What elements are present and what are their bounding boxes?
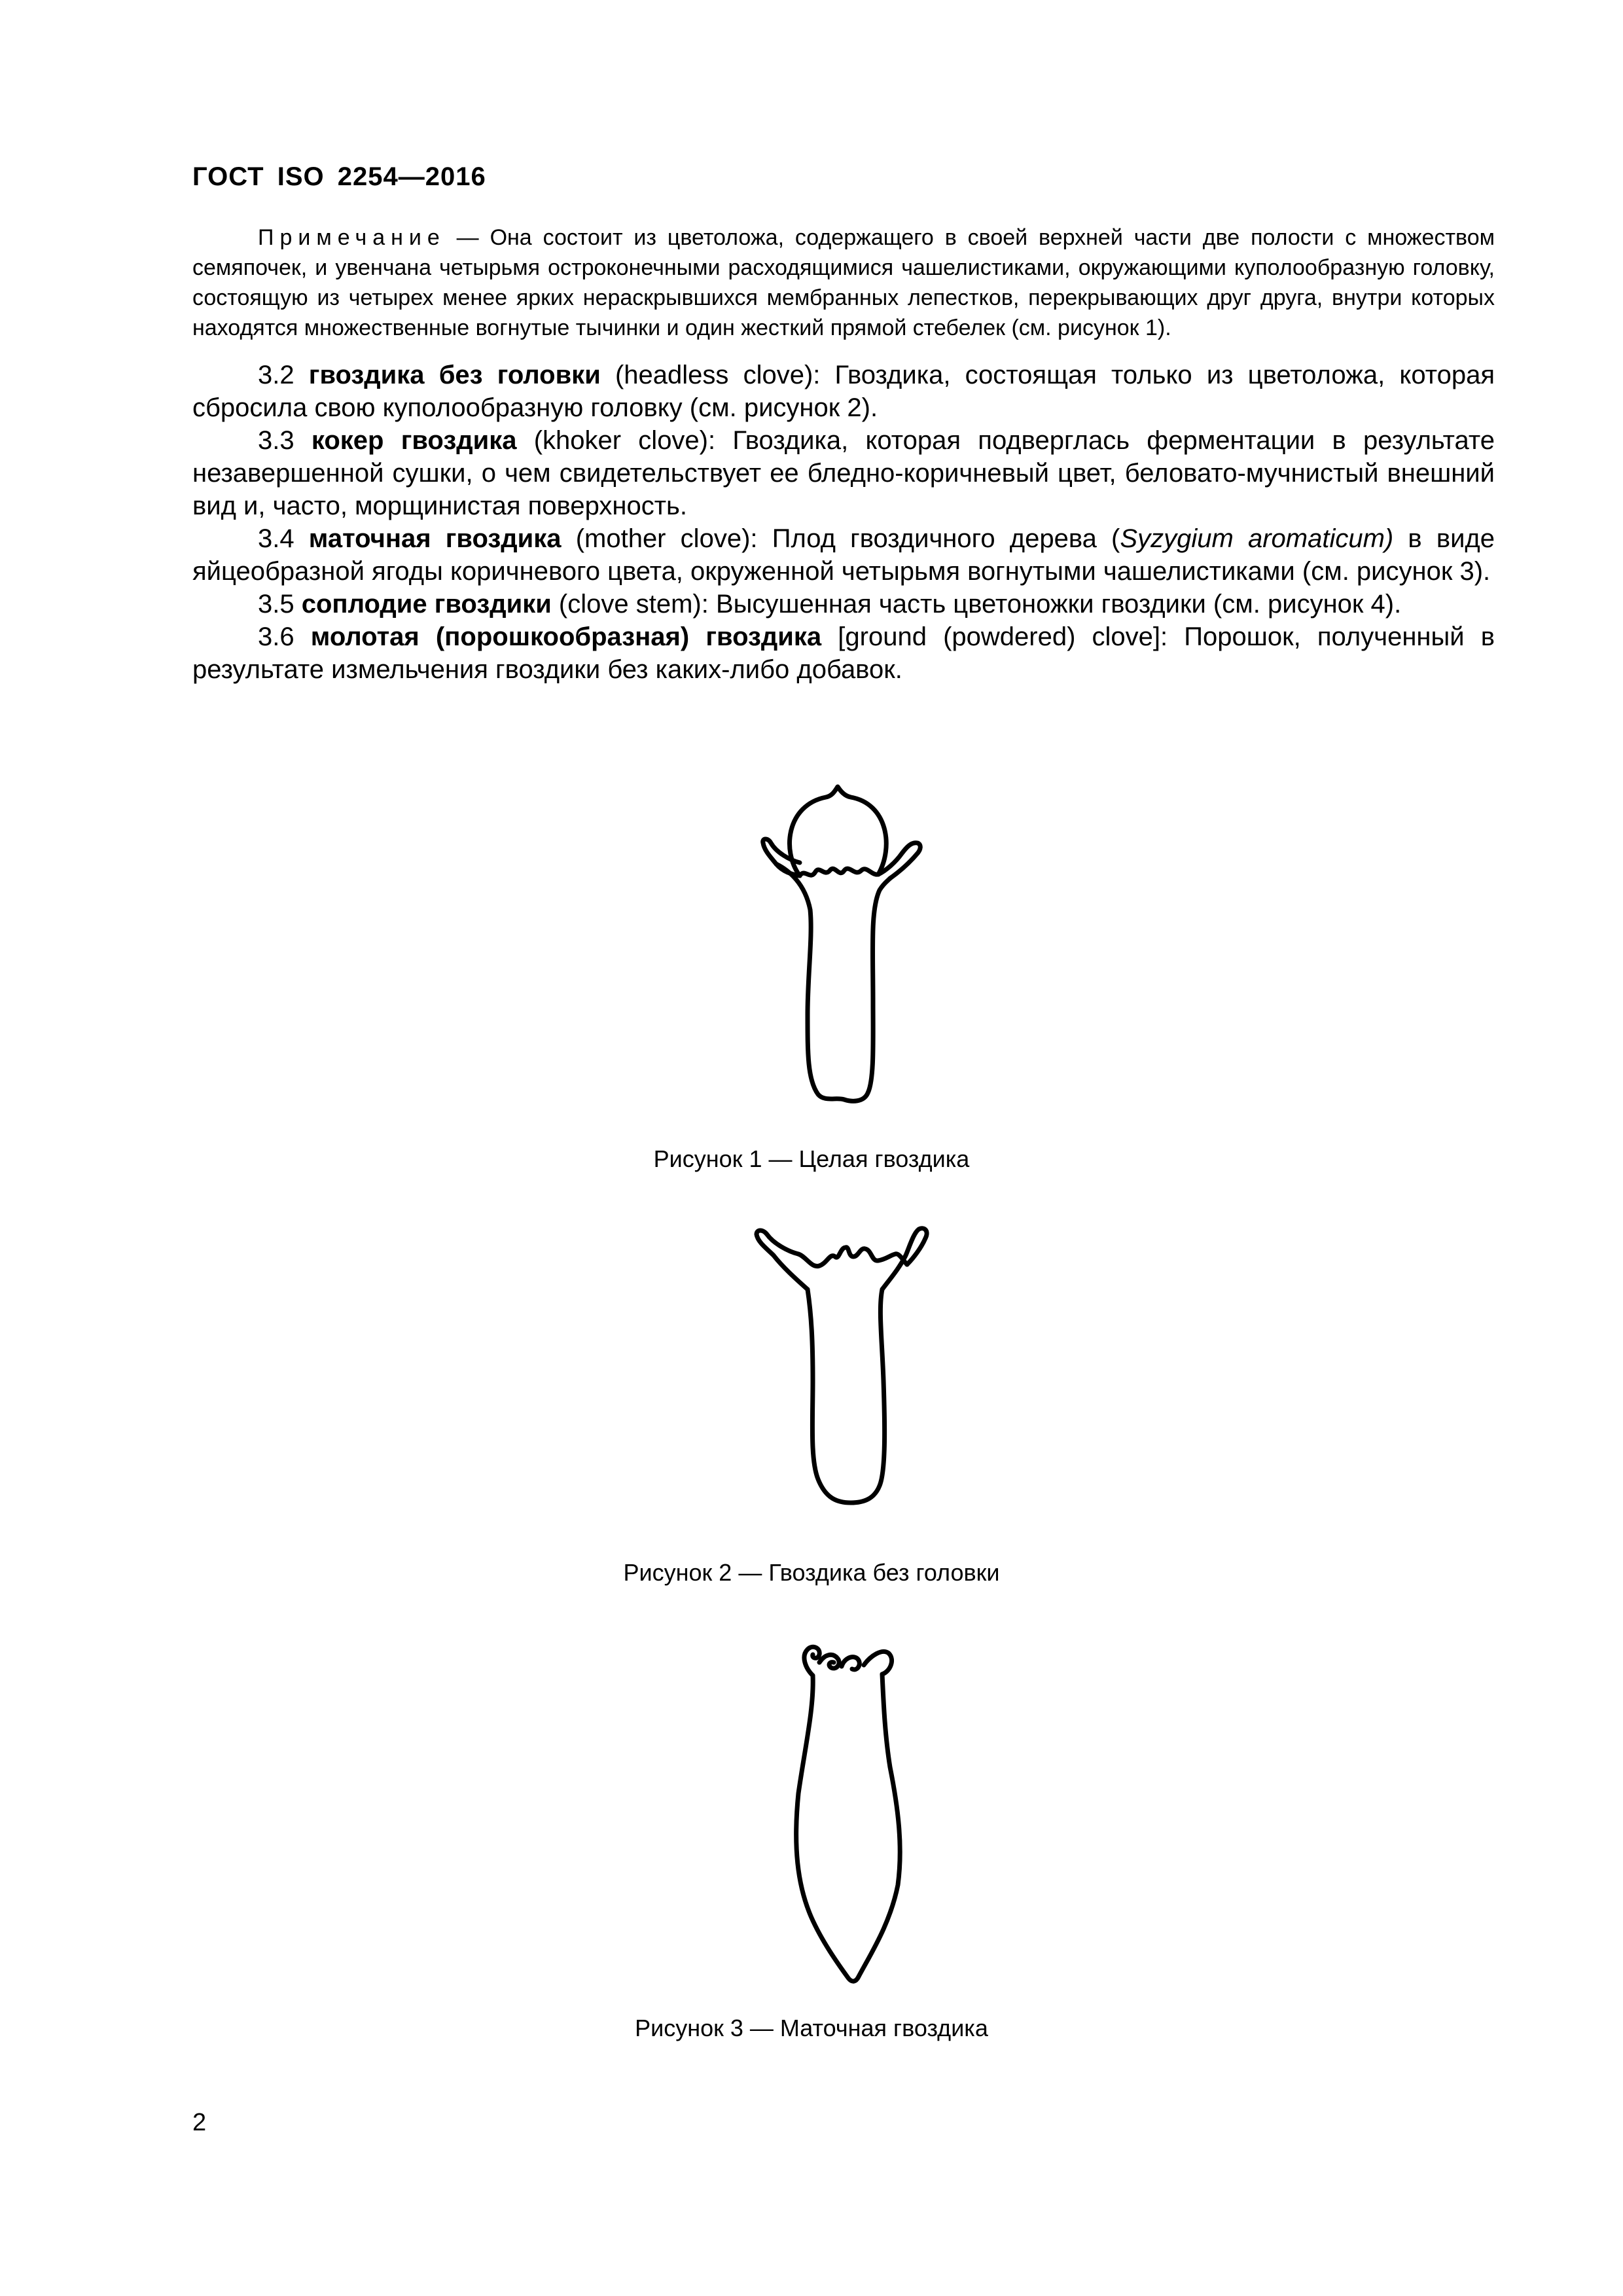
definition-english: [ground (powdered) clove]: [821,622,1185,651]
definition-text: Гвоздика, которая подверглась ферментации в результате незавершенной сушки, о чем свидетельствует ее бледно-коричневый цвет, беловато-мучнистый внешний вид и, часто, морщинистая поверхность. [192,426,1495,520]
definition-english: (headless clove): [600,361,835,389]
definition-text-cont: в виде яйцеобразной ягоды коричневого цвета, окруженной четырьмя вогнутыми чашелистиками (см. рисунок 3). [192,524,1495,586]
whole-clove-drawing [740,779,949,1119]
definition-3-6 [192,620,1495,686]
definition-term: маточная гвоздика [308,524,562,553]
definition-number: 3.5 [258,590,294,619]
definition-term: гвоздика без головки [308,361,601,389]
definition-3-3 [192,424,1495,522]
definition-text: Порошок, полученный в результате измельчения гвоздики без каких-либо добавок. [192,622,1495,684]
definition-text: Высушенная часть цветоножки гвоздики (см. рисунок 4). [715,590,1402,619]
note-label: Примечание [258,225,446,250]
definition-number: 3.6 [258,622,294,651]
figure-3-caption: Рисунок 3 — Маточная гвоздика [635,2015,988,2041]
definition-english: (khoker clove): [516,426,733,455]
latin-name: Syzygium aromaticum) [1120,524,1394,553]
definition-english: (clove stem): [551,590,716,619]
definition-3-4 [192,522,1495,588]
definition-text: Гвоздика, состоящая только из цветоложа, которая сбросила свою куполообразную головку (см. рисунок 2). [192,361,1495,422]
definition-term: кокер гвоздика [311,426,517,455]
figure-1-caption: Рисунок 1 — Целая гвоздика [653,1145,970,1172]
note-text: — Она состоит из цветоложа, содержащего в своей верхней части две полости с множеством семяпочек, и увенчана четырьмя остроконечными расходящимися чашелистиками, окружающими куполообразную головку, состоящую из четырех менее ярких нераскрывшихся мембранных лепестков, перекрывающих друг друга, внутри которых находятся множественные вогнутые тычинки и один жесткий прямой стебелек (см. рисунок 1). [192,225,1495,340]
document-header: ГОСТ ISO 2254—2016 [192,162,486,191]
definitions-section [192,359,1495,686]
definition-3-5 [192,588,1495,620]
mother-clove-drawing [779,1636,936,2003]
page-number: 2 [192,2109,207,2136]
definition-number: 3.4 [258,524,294,553]
definition-text: Плод гвоздичного дерева ( [772,524,1120,553]
definition-english: (mother clove): [561,524,772,553]
figure-2-caption: Рисунок 2 — Гвоздика без головки [623,1559,1000,1586]
definition-3-2 [192,359,1495,424]
note-block [192,223,1495,343]
definition-term: соплодие гвоздики [301,590,552,619]
headless-clove-drawing [733,1211,955,1525]
definition-number: 3.2 [258,361,294,389]
definition-term: молотая (порошкообразная) гвоздика [310,622,822,651]
definition-number: 3.3 [258,426,294,455]
